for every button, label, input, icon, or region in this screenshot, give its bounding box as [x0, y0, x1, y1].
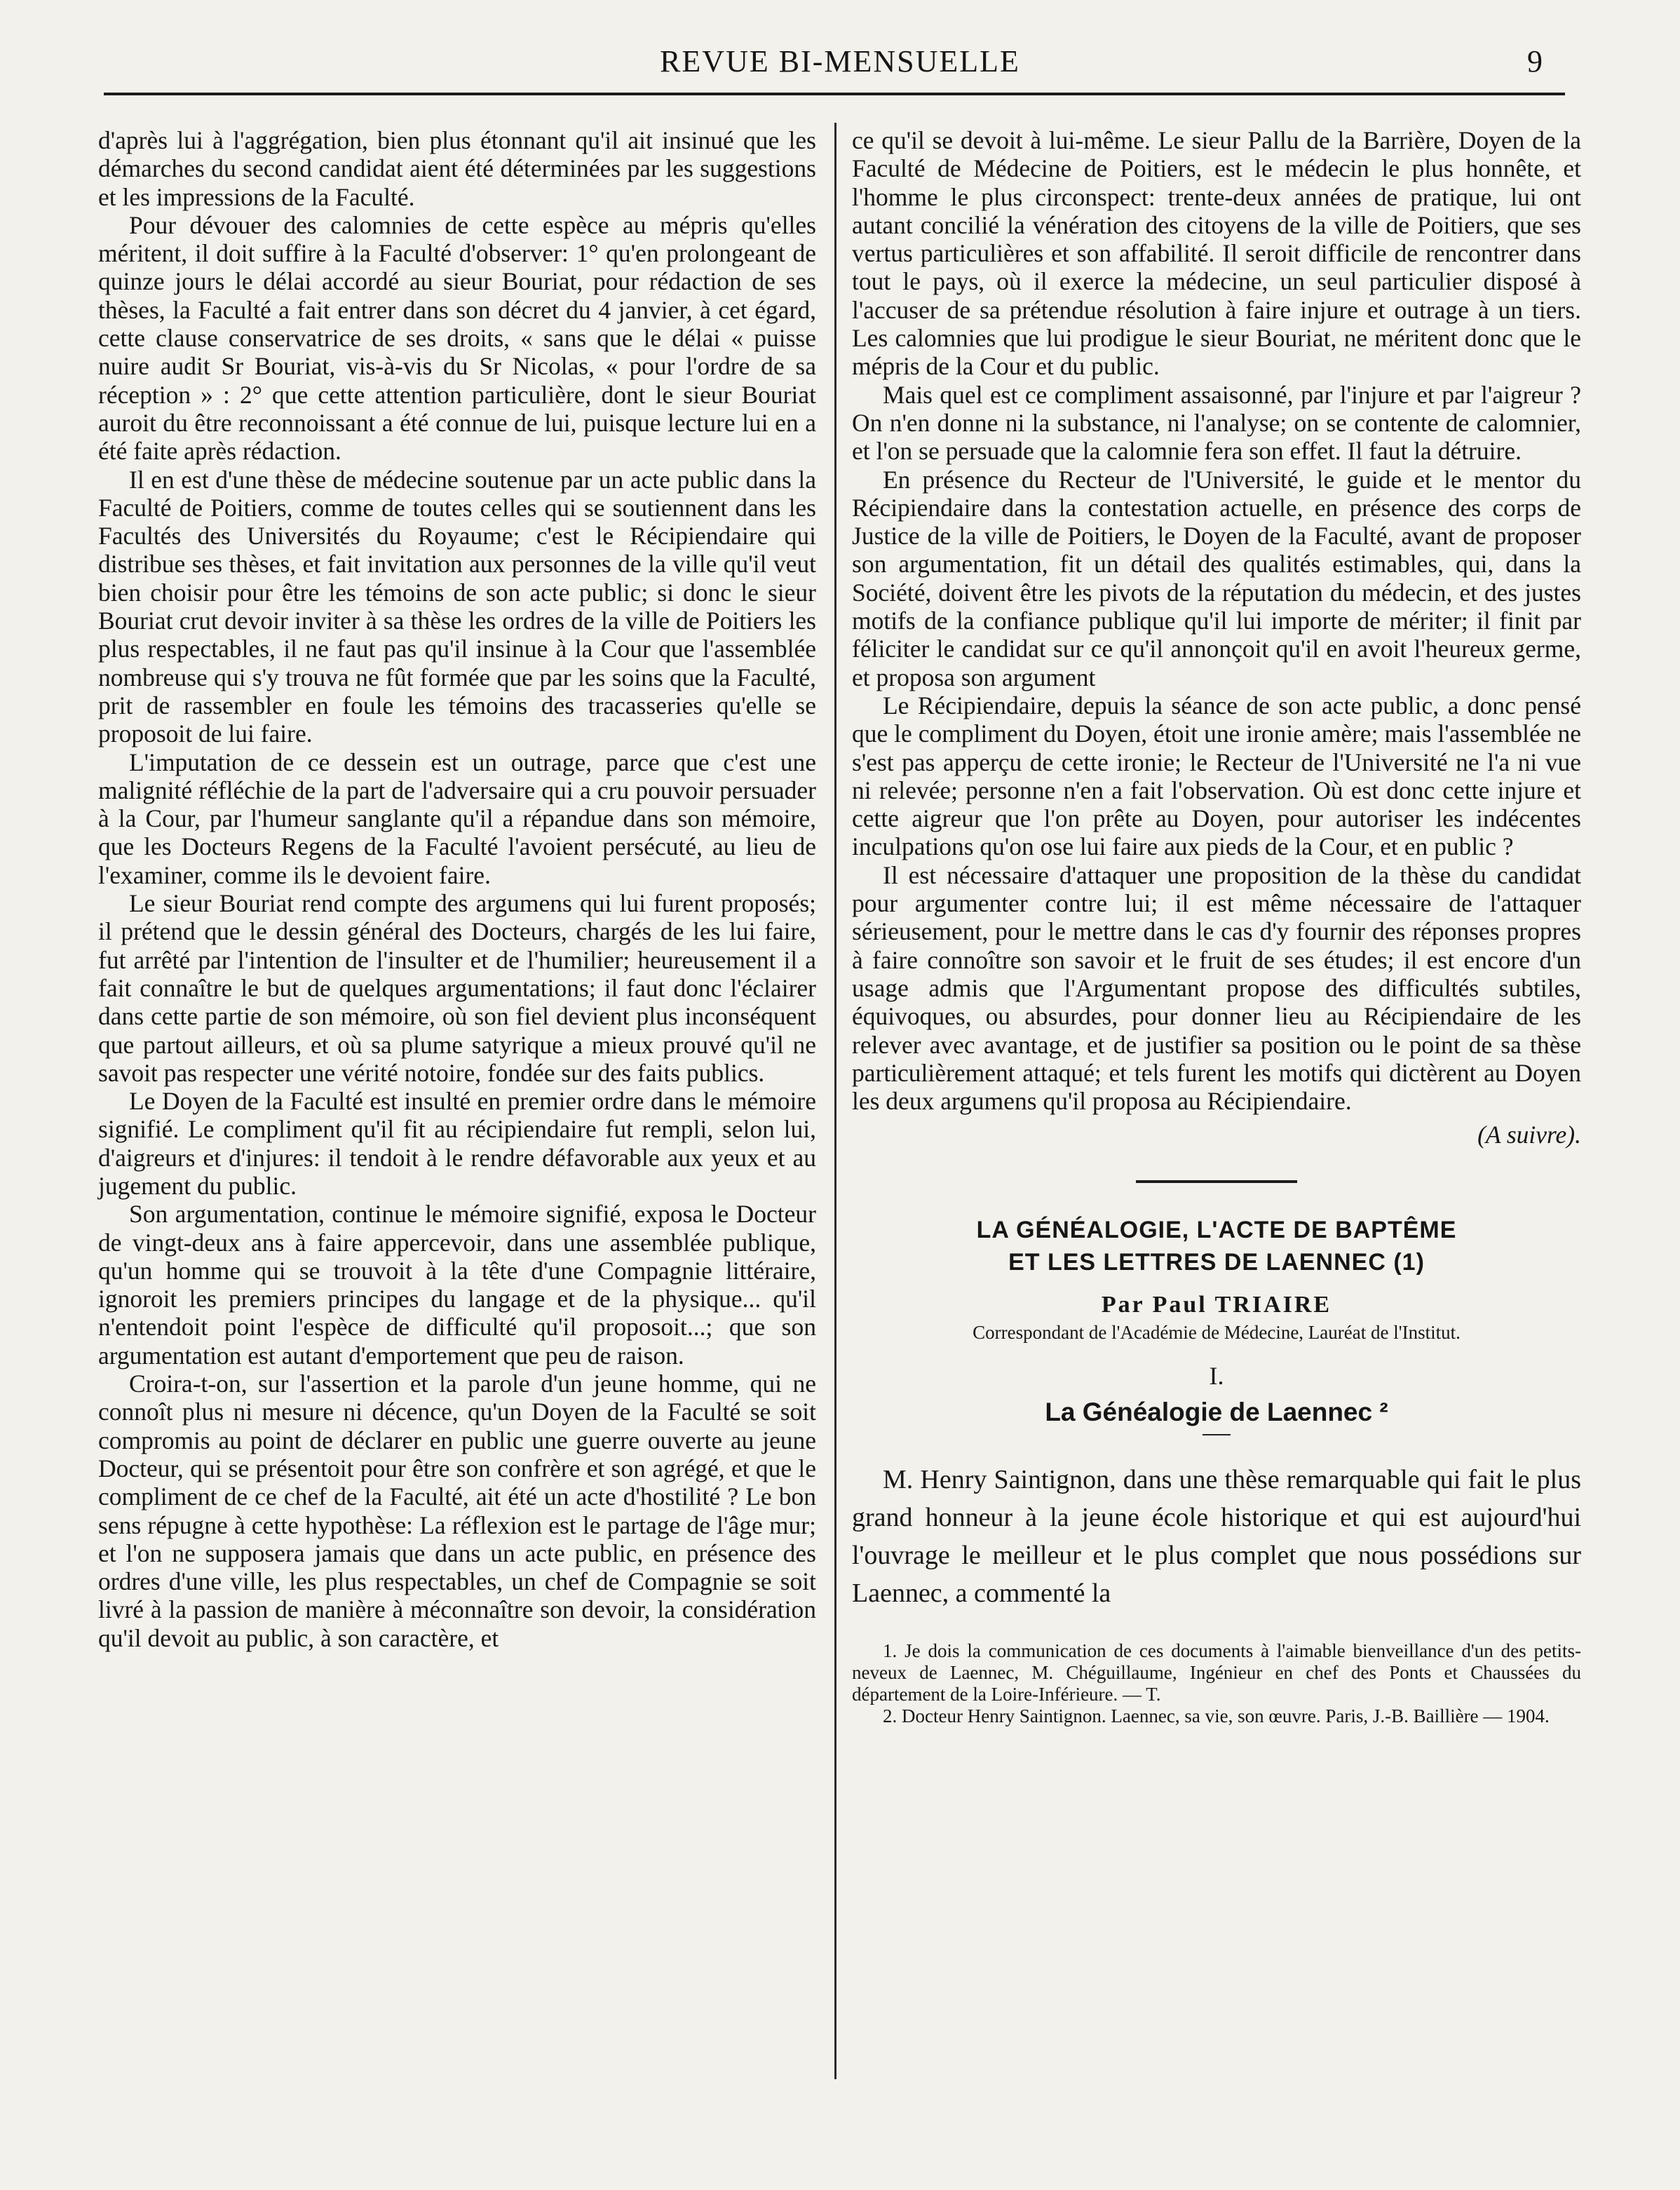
- page-number: 9: [1527, 44, 1543, 79]
- right-column: [852, 126, 1581, 1727]
- left-paragraph-1: d'après lui à l'aggrégation, bien plus étonnant qu'il ait insinué que les démarches du second candidat aient été déterminées par les suggestions et les impressions de la Faculté.: [98, 126, 816, 211]
- right-paragraph-4: Le Récipiendaire, depuis la séance de son acte public, a donc pensé que le compliment du Doyen, étoit une ironie amère; mais l'assemblée ne s'est pas apperçu de cette ironie; le Recteur de l'Université ne l'a ni vue ni relevée; personne n'en a fait l'observation. Où est donc cette injure et cette aigreur que l'on prête au Doyen, pour autoriser les indécentes inculpations qu'on ose lui faire aux pieds de la Cour, et en public ?: [852, 691, 1581, 861]
- right-paragraph-2: Mais quel est ce compliment assaisonné, par l'injure et par l'aigreur ? On n'en donne ni la substance, ni l'analyse; on se contente de calomnier, et l'on se persuade que la calomnie fera son effet. Il faut la détruire.: [852, 380, 1581, 466]
- left-column: [98, 126, 816, 1652]
- article-separator: [1136, 1180, 1297, 1183]
- article-intro-paragraph: M. Henry Saintignon, dans une thèse remarquable qui fait le plus grand honneur à la jeune école historique et qui est aujourd'hui l'ouvrage le meilleur et le plus complet que nous possédions sur Laennec, a commenté la: [852, 1464, 1581, 1608]
- author-affiliation: Correspondant de l'Académie de Médecine, Lauréat de l'Institut.: [973, 1321, 1461, 1343]
- section-rule: [1203, 1434, 1231, 1435]
- left-paragraph-4: L'imputation de ce dessein est un outrage, parce que c'est une malignité réfléchie de la part de l'adversaire qui a cru pouvoir persuader à la Cour, par l'humeur sanglante qu'il a répandue dans son mémoire, que les Docteurs Regens de la Faculté l'avoient persécuté, au lieu de l'examiner, comme ils le devoient faire.: [98, 748, 816, 889]
- footnote-2: 2. Docteur Henry Saintignon. Laennec, sa vie, son œuvre. Paris, J.-B. Baillière — 1904.: [883, 1705, 1550, 1726]
- left-paragraph-7: Son argumentation, continue le mémoire signifié, exposa le Docteur de vingt-deux ans à faire appercevoir, dans une assemblée publique, qu'un homme qui se trouvoit à la tête d'une Compagnie littéraire, ignoroit les premiers principes du langage et de la physique... qu'il n'entendoit point l'espèce de difficulté qu'il proposoit...; que son argumentation est autant d'emportement que peu de raison.: [98, 1200, 816, 1370]
- header-rule: [104, 93, 1565, 95]
- section-number: I.: [1209, 1361, 1224, 1390]
- left-paragraph-6: Le Doyen de la Faculté est insulté en premier ordre dans le mémoire signifié. Le compliment qu'il fit au récipiendaire fut rempli, selon lui, d'aigreurs et d'injures: il tendoit à le rendre défavorable aux yeux et au jugement du public.: [98, 1087, 816, 1200]
- article-title-line-1: LA GÉNÉALOGIE, L'ACTE DE BAPTÊME: [976, 1216, 1457, 1243]
- right-paragraph-1: ce qu'il se devoit à lui-même. Le sieur Pallu de la Barrière, Doyen de la Faculté de Médecine de Poitiers, est le médecin le plus honnête, et l'homme le plus circonspect: trente-deux années de pratique, lui ont autant concilié la vénération des citoyens de la ville de Poitiers, que ses vertus particulières et son affabilité. Il seroit difficile de rencontrer dans tout le pays, où il exerce la médecine, un seul particulier disposé à l'accuser de sa prétendue résolution à faire injure et outrage à un tiers. Les calomnies que lui prodigue le sieur Bouriat, ne méritent donc que le mépris de la Cour et du public.: [852, 126, 1581, 381]
- footnote-1: 1. Je dois la communication de ces documents à l'aimable bienveillance d'un des petits-neveux de Laennec, M. Chéguillaume, Ingénieur en chef des Ponts et Chaussées du département de la Loire-Inférieure. — T.: [852, 1640, 1581, 1705]
- left-paragraph-5: Le sieur Bouriat rend compte des argumens qui lui furent proposés; il prétend que le dessin général des Docteurs, chargés de les lui faire, fut arrêté par l'intention de l'insulter et de l'humilier; heureusement il a fait connaître le but de quelques argumentations; il faut donc l'éclairer dans cette partie de son mémoire, où son fiel devient plus inconséquent que partout ailleurs, et où sa plume satyrique a mieux prouvé qu'il ne savoit pas respecter une vérité notoire, fondée sur des faits publics.: [98, 889, 816, 1087]
- left-paragraph-8: Croira-t-on, sur l'assertion et la parole d'un jeune homme, qui ne connoît plus ni mesure ni décence, qu'un Doyen de la Faculté se soit compromis au point de déclarer en public une guerre ouverte au jeune Docteur, qui se présentoit pour être son confrère et son agrégé, et que le compliment de ce chef de la Faculté, ait été un acte d'hostilité ? Le bon sens répugne à cette hypothèse: La réflexion est le partage de l'âge mur; et l'on ne supposera jamais que dans un acte public, en présence des ordres d'une ville, les plus respectables, un chef de Compagnie se soit livré à la passion de manière à méconnaître son devoir, la considération qu'il devoit au public, à son caractère, et: [98, 1370, 816, 1652]
- column-divider: [834, 123, 836, 2079]
- left-paragraph-3: Il en est d'une thèse de médecine soutenue par un acte public dans la Faculté de Poitiers, comme de toutes celles qui se soutiennent dans les Facultés des Universités du Royaume; c'est le Récipiendaire qui distribue ses thèses, et fait invitation aux personnes de la ville qu'il veut bien choisir pour être les témoins de son acte public; si donc le sieur Bouriat crut devoir inviter à sa thèse les ordres de la ville de Poitiers les plus respectables, il ne faut pas qu'il insinue à la Cour que l'assemblée nombreuse qui s'y trouva ne fût formée que par les soins que la Faculté, prit de rassembler en foule les témoins des tracasseries qu'elle se proposoit de lui faire.: [98, 465, 816, 748]
- article-body: [852, 1461, 1581, 1612]
- footnotes: [852, 1640, 1581, 1727]
- article-title-line-2: ET LES LETTRES DE LAENNEC (1): [1008, 1248, 1425, 1276]
- left-paragraph-2: Pour dévouer des calomnies de cette espèce au mépris qu'elles méritent, il doit suffire à la Faculté d'observer: 1° qu'en prolongeant de quinze jours le délai accordé au sieur Bouriat, pour rédaction de ses thèses, la Faculté a fait entrer dans son décret du 4 janvier, à cet égard, cette clause conservatrice de ses droits, « sans que le délai « puisse nuire audit Sr Bouriat, vis-à-vis du Sr Nicolas, « pour l'ordre de sa réception » : 2° que cette attention particulière, dont le sieur Bouriat auroit du être reconnoissant a été connue de lui, puisque lecture lui en a été faite après rédaction.: [98, 210, 816, 466]
- to-be-continued: (A suivre).: [1477, 1121, 1581, 1149]
- right-paragraph-3: En présence du Recteur de l'Université, le guide et le mentor du Récipiendaire dans la contestation actuelle, en présence des corps de Justice de la ville de Poitiers, le Doyen de la Faculté, avant de proposer son argumentation, fit un détail des qualités estimables, qui, dans la Société, doivent être les pivots de la réputation du médecin, et des justes motifs de la confiance publique qu'il lui importe de mériter; il finit par féliciter le candidat sur ce qu'il annonçoit qu'il en avoit l'heureux germe, et proposa son argument: [852, 465, 1581, 691]
- section-title: La Généalogie de Laennec ²: [1045, 1397, 1388, 1426]
- running-title: REVUE BI-MENSUELLE: [660, 44, 1020, 79]
- article-byline: Par Paul TRIAIRE: [1101, 1291, 1332, 1318]
- right-paragraph-5: Il est nécessaire d'attaquer une proposition de la thèse du candidat pour argumenter contre lui; il est même nécessaire de l'attaquer sérieusement, pour le mettre dans le cas d'y fournir des réponses propres à faire connoître son savoir et le fruit de ses études; il est encore d'un usage admis que l'Argumentant propose des difficultés subtiles, équivoques, ou absurdes, pour donner lieu au Récipiendaire de les relever avec avantage, et de justifier sa position ou le point de sa thèse particulièrement attaqué; et tels furent les motifs qui dictèrent au Doyen les deux argumens qu'il proposa au Récipiendaire.: [852, 860, 1581, 1116]
